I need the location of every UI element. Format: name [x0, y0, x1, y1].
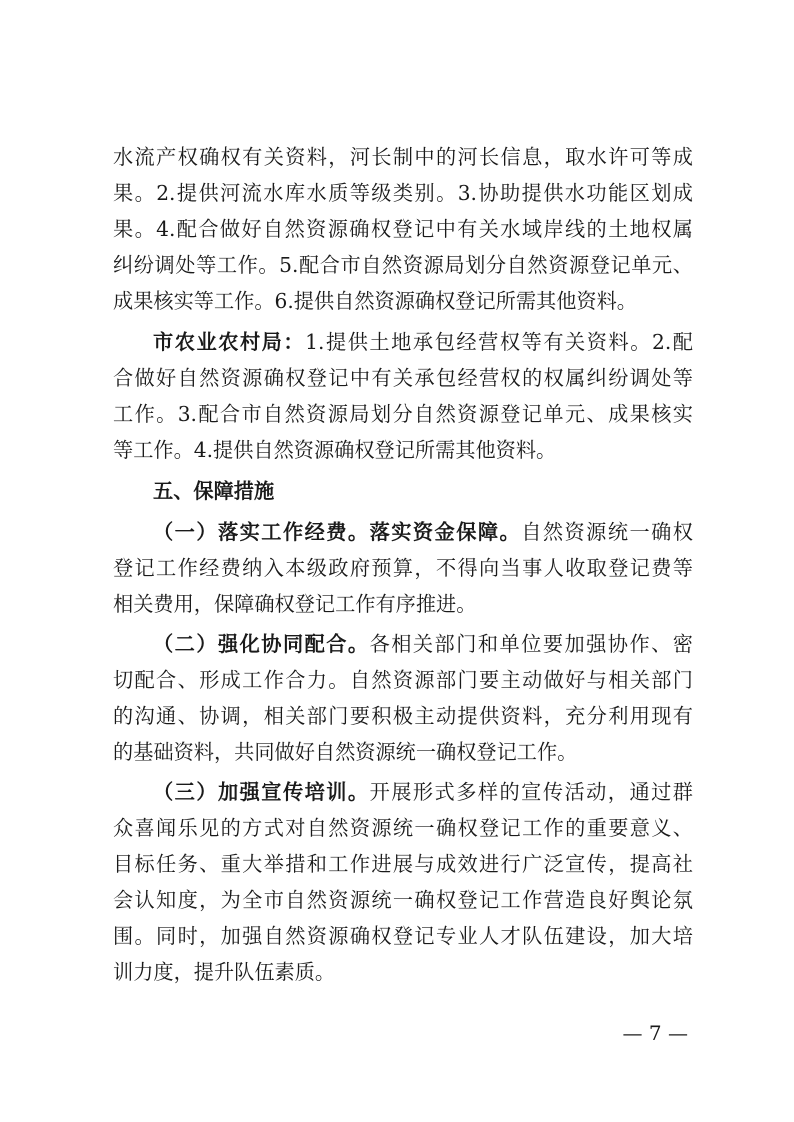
subsection-heading: （二）强化协同配合。 — [153, 632, 370, 656]
text-line: 果。4.配合做好自然资源确权登记中有关水域岸线的土地权属 — [113, 217, 693, 241]
text-line — [153, 774, 693, 810]
text-span: 1.提供土地承包经营权等有关资料。2.配 — [305, 330, 693, 354]
text-line: 训力度，提升队伍素质。 — [113, 960, 336, 984]
subsection-heading: （三）加强宣传培训。 — [153, 780, 370, 804]
text-line: 工作。3.配合市自然资源局划分自然资源登记单元、成果核实 — [113, 402, 693, 426]
text-line: 登记工作经费纳入本级政府预算，不得向当事人收取登记费等 — [113, 556, 693, 580]
text-line: 水流产权确权有关资料，河长制中的河长信息，取水许可等成 — [113, 145, 693, 169]
text-line: 成果核实等工作。6.提供自然资源确权登记所需其他资料。 — [113, 289, 637, 313]
text-line: 等工作。4.提供自然资源确权登记所需其他资料。 — [113, 438, 557, 462]
text-line: 果。2.提供河流水库水质等级类别。3.协助提供水功能区划成 — [113, 181, 693, 205]
text-line: 围。同时，加强自然资源确权登记专业人才队伍建设，加大培 — [113, 924, 693, 948]
text-line: 相关费用，保障确权登记工作有序推进。 — [113, 592, 477, 616]
text-line: 会认知度，为全市自然资源统一确权登记工作营造良好舆论氛 — [113, 888, 693, 912]
page-number: — 7 — — [622, 1021, 688, 1045]
text-line: 众喜闻乐见的方式对自然资源统一确权登记工作的重要意义、 — [113, 816, 693, 840]
text-span: 开展形式多样的宣传活动，通过群 — [369, 780, 693, 804]
text-line: 纠纷调处等工作。5.配合市自然资源局划分自然资源登记单元、 — [113, 253, 693, 277]
text-line: 的沟通、协调，相关部门要积极主动提供资料，充分利用现有 — [113, 704, 693, 728]
text-line — [153, 514, 693, 550]
text-span: 各相关部门和单位要加强协作、密 — [369, 632, 693, 656]
text-span: 自然资源统一确权 — [521, 520, 693, 544]
section-heading: 市农业农村局： — [153, 330, 306, 354]
text-line — [153, 324, 693, 360]
text-line: 目标任务、重大举措和工作进展与成效进行广泛宣传，提高社 — [113, 852, 693, 876]
text-line — [153, 626, 693, 662]
text-line: 合做好自然资源确权登记中有关承包经营权的权属纠纷调处等 — [113, 366, 693, 390]
section-heading: 五、保障措施 — [153, 479, 275, 503]
text-line: 的基础资料，共同做好自然资源统一确权登记工作。 — [113, 740, 578, 764]
text-line: 切配合、形成工作合力。自然资源部门要主动做好与相关部门 — [113, 668, 693, 692]
subsection-heading: （一）落实工作经费。落实资金保障。 — [153, 520, 522, 544]
